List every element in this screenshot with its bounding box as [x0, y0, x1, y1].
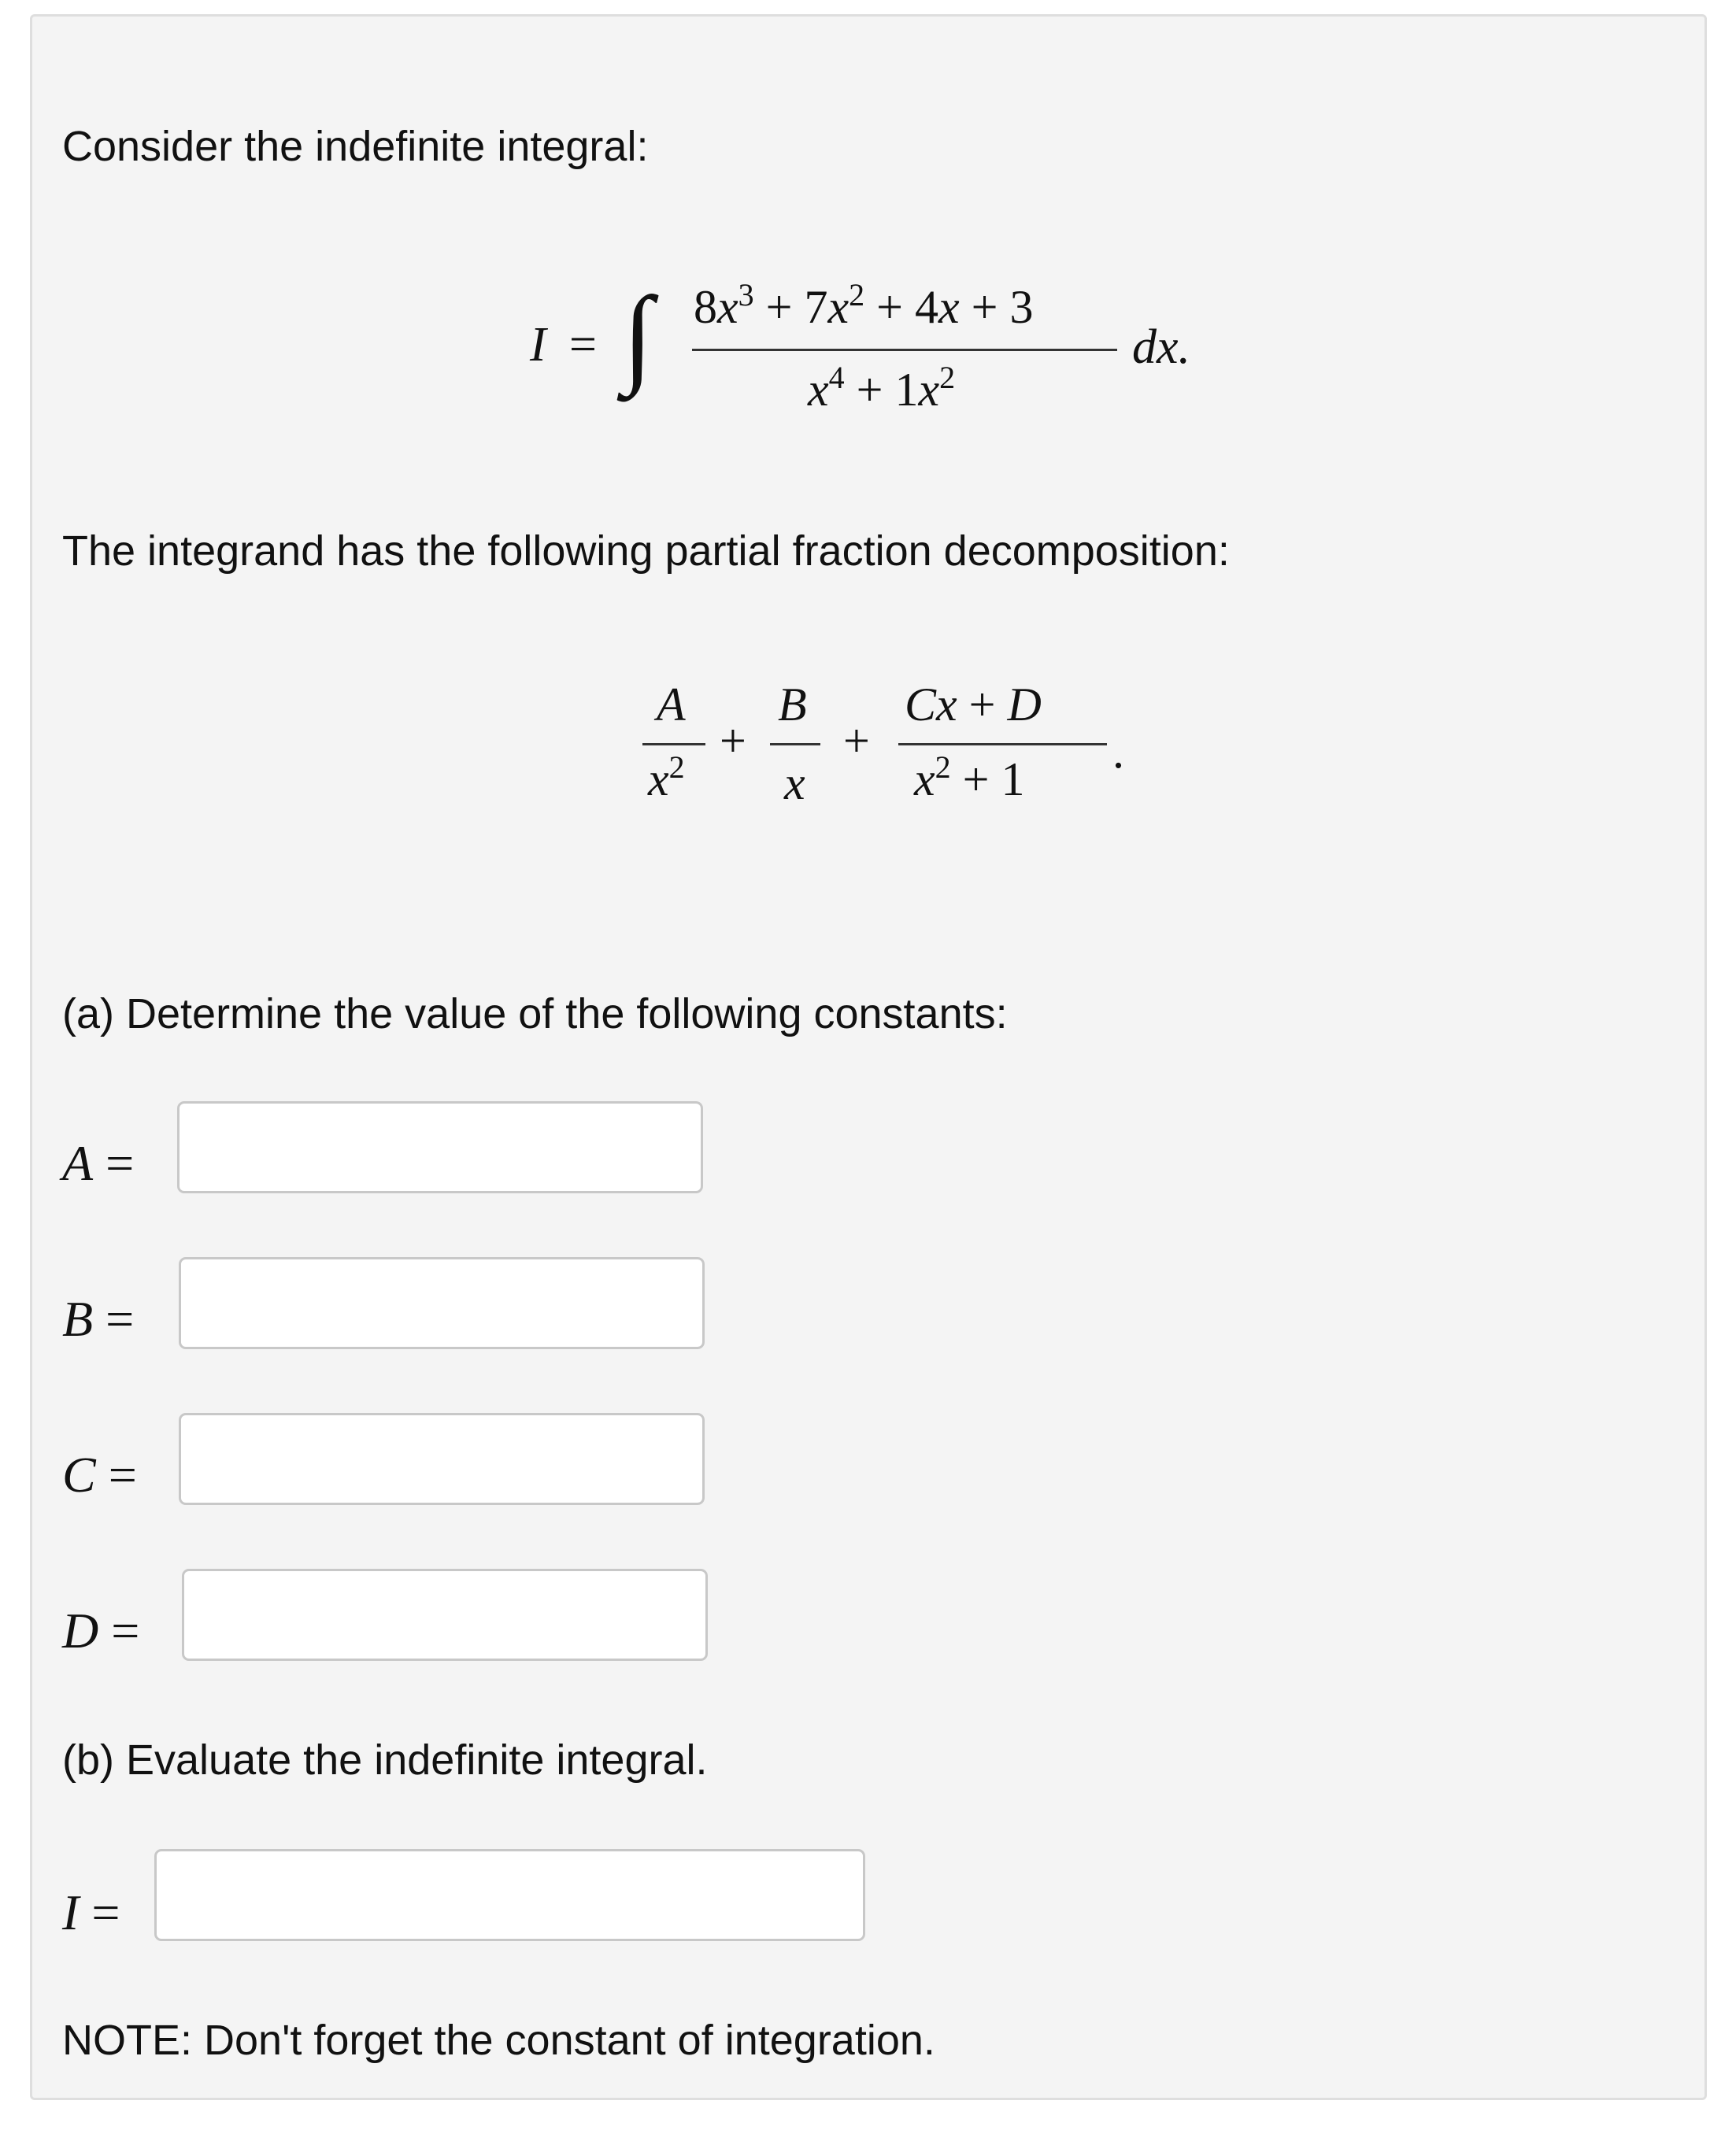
- frac1-den-var: x: [648, 753, 669, 805]
- frac3-num-d: D: [1007, 679, 1042, 730]
- frac3-den-const: 1: [1001, 753, 1025, 805]
- intro-text: Consider the indefinite integral:: [62, 123, 649, 170]
- num-term4-const: 3: [1009, 281, 1034, 333]
- num-term2-exp: 2: [849, 277, 865, 312]
- frac3-numerator: [905, 678, 1042, 732]
- frac3-den-plus: +: [962, 753, 990, 805]
- num-term2-var: x: [827, 281, 849, 333]
- question-panel: [30, 14, 1707, 2100]
- note-text: NOTE: Don't forget the constant of integration.: [62, 2017, 935, 2064]
- constant-a-equals: =: [105, 1135, 135, 1191]
- constant-c-var: C: [62, 1447, 96, 1503]
- decomposition-text: The integrand has the following partial fraction decomposition:: [62, 527, 1230, 575]
- decomp-period: .: [1112, 726, 1124, 778]
- constant-a-var: A: [62, 1135, 94, 1191]
- decomp-plus1: +: [720, 715, 746, 767]
- integral-numerator: [694, 277, 1034, 335]
- frac1-numerator: A: [657, 679, 686, 730]
- frac3-num-x: x: [936, 679, 957, 730]
- constant-d-input[interactable]: [182, 1569, 708, 1661]
- integral-equals: =: [569, 318, 597, 372]
- constant-d-label: [62, 1602, 139, 1660]
- integral-differential: dx.: [1132, 320, 1191, 374]
- constant-b-equals: =: [105, 1291, 135, 1347]
- frac3-denominator: [914, 749, 1025, 807]
- part-a-text: (a) Determine the value of the following constants:: [62, 990, 1008, 1037]
- frac3-num-plus: +: [968, 679, 996, 730]
- num-term2-coef: 7: [804, 281, 828, 333]
- frac2-denominator: x: [784, 757, 805, 809]
- constant-c-input[interactable]: [179, 1413, 705, 1505]
- num-term1-coef: 8: [694, 281, 717, 333]
- constant-c-label: [62, 1446, 137, 1504]
- constant-b-label: [62, 1290, 134, 1348]
- frac1-den-exp: 2: [668, 749, 685, 785]
- part-b-text: (b) Evaluate the indefinite integral.: [62, 1736, 708, 1784]
- constant-a-input[interactable]: [177, 1101, 703, 1193]
- integral-fraction-bar: [692, 349, 1117, 351]
- constant-d-equals: =: [111, 1603, 140, 1659]
- den-term2-coef: 1: [894, 364, 919, 416]
- integral-answer-equals: =: [91, 1884, 120, 1940]
- decomp-plus2: +: [843, 715, 870, 767]
- den-term1-exp: 4: [828, 360, 845, 395]
- constant-b-input[interactable]: [179, 1257, 705, 1349]
- frac3-den-exp: 2: [935, 749, 951, 785]
- frac2-bar: [770, 743, 820, 745]
- constant-a-label: [62, 1134, 134, 1193]
- integral-sign: ∫: [623, 275, 653, 397]
- num-term3-coef: 4: [914, 281, 938, 333]
- den-term2-var: x: [918, 364, 940, 416]
- integral-answer-input[interactable]: [154, 1849, 865, 1941]
- den-term2-exp: 2: [939, 360, 956, 395]
- num-plus1: +: [765, 281, 793, 333]
- frac3-bar: [898, 743, 1107, 745]
- num-plus3: +: [971, 281, 998, 333]
- num-term3-var: x: [938, 281, 960, 333]
- num-plus2: +: [876, 281, 903, 333]
- integral-answer-var: I: [62, 1884, 80, 1940]
- num-term1-exp: 3: [738, 277, 754, 312]
- constant-d-var: D: [62, 1603, 99, 1659]
- constant-c-equals: =: [108, 1447, 137, 1503]
- integral-lhs: I: [530, 318, 546, 372]
- integral-answer-label: [62, 1884, 120, 1942]
- frac1-denominator: [648, 749, 685, 807]
- constant-b-var: B: [62, 1291, 94, 1347]
- num-term1-var: x: [717, 281, 738, 333]
- frac1-bar: [642, 743, 705, 745]
- frac3-num-c: C: [905, 679, 937, 730]
- frac3-den-var: x: [914, 753, 935, 805]
- integral-denominator: [808, 360, 956, 417]
- den-term1-var: x: [808, 364, 829, 416]
- frac2-numerator: B: [778, 679, 807, 730]
- den-plus: +: [856, 364, 883, 416]
